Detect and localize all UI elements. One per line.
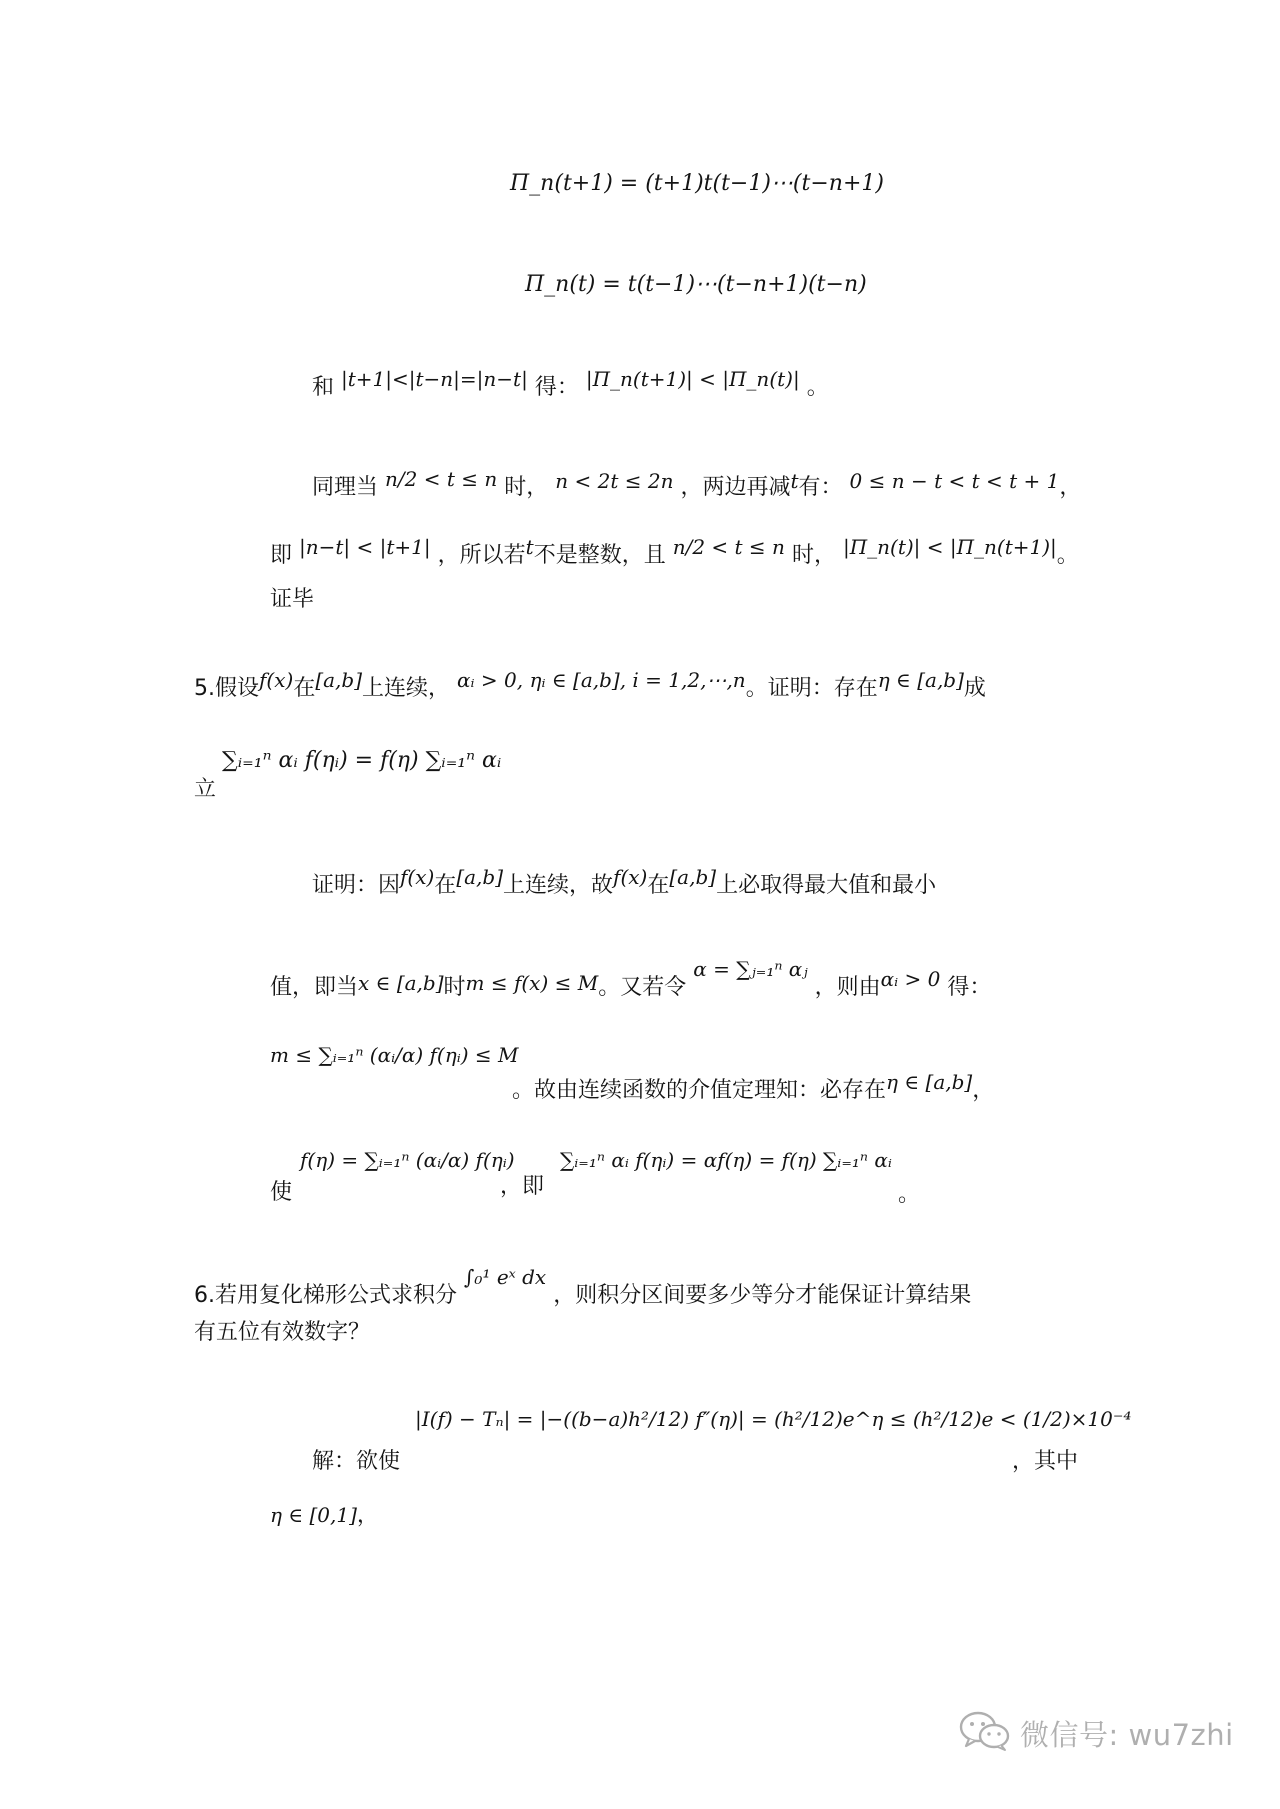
- text: 在: [434, 873, 457, 898]
- text: ，: [972, 1078, 995, 1103]
- qed-label: 证毕: [270, 587, 315, 612]
- inline-math: α = ∑ⱼ₌₁ⁿ αⱼ: [693, 957, 808, 981]
- text: ，则积分区间要多少等分才能保证计算结果: [553, 1283, 972, 1308]
- text: ，即: [500, 1174, 545, 1199]
- inline-math: x ∈ [a,b]: [358, 971, 444, 995]
- proof-line-4: [500, 1172, 544, 1202]
- inline-math: n/2 < t ≤ n: [672, 535, 785, 559]
- integral: ∫₀¹ eˣ dx: [464, 1265, 547, 1289]
- text: 得：: [534, 375, 579, 400]
- inline-math: f(x): [259, 668, 294, 692]
- text-line-therefore: [270, 535, 1079, 571]
- inline-math: m ≤ f(x) ≤ M: [465, 971, 599, 995]
- inline-math: t: [525, 535, 534, 559]
- problem-number: 5.: [194, 676, 215, 701]
- error-bound-inequality: |I(f) − Tₙ| = |−((b−a)h²/12) f″(η)| = (h²/12)e^η ≤ (h²/12)e < (1/2)×10⁻⁴: [415, 1407, 1132, 1431]
- text: 时，: [791, 543, 836, 568]
- problem-6-statement: [194, 1265, 972, 1311]
- text-line-and: [312, 367, 829, 403]
- text: 。: [898, 1182, 921, 1207]
- text: ，则由: [814, 975, 881, 1000]
- wechat-icon: [958, 1709, 1012, 1757]
- inline-math: f(x): [400, 865, 435, 889]
- inequality-bounds: m ≤ ∑ᵢ₌₁ⁿ (αᵢ/α) f(ηᵢ) ≤ M: [270, 1043, 519, 1067]
- inline-math: [a,b]: [456, 865, 504, 889]
- text: 有：: [798, 475, 843, 500]
- text-shi: 使: [270, 1180, 293, 1205]
- solution-label: 解：欲使: [312, 1449, 401, 1474]
- inline-math: η ∈ [0,1]: [270, 1503, 357, 1527]
- text: 。又若令: [598, 975, 687, 1000]
- inline-math: 0 ≤ n − t < t < t + 1: [849, 469, 1060, 493]
- text: 。: [1056, 543, 1079, 568]
- problem-5-statement: [194, 668, 986, 704]
- text: 时: [443, 975, 466, 1000]
- text: 上连续，故: [503, 873, 614, 898]
- text: 即: [270, 543, 293, 568]
- equation-f-eta: f(η) = ∑ᵢ₌₁ⁿ (αᵢ/α) f(ηᵢ): [300, 1148, 515, 1172]
- inline-math: f(x): [613, 865, 648, 889]
- text-li: 立: [194, 777, 217, 802]
- text: 同理当: [312, 475, 379, 500]
- equation-final-identity: ∑ᵢ₌₁ⁿ αᵢ f(ηᵢ) = αf(η) = f(η) ∑ᵢ₌₁ⁿ αᵢ: [560, 1148, 892, 1172]
- inline-math: |Π_n(t)| < |Π_n(t+1)|: [842, 535, 1057, 559]
- text: 不是整数，且: [533, 543, 666, 568]
- text-line-similarly: [312, 467, 1082, 503]
- text: 在: [293, 676, 316, 701]
- text: 。: [806, 375, 829, 400]
- text: ，所以若: [437, 543, 526, 568]
- problem-number: 6.: [194, 1283, 215, 1308]
- inline-math: η ∈ [a,b]: [877, 668, 964, 692]
- inline-math: αᵢ > 0, ηᵢ ∈ [a,b], i = 1,2,⋯,n: [457, 668, 746, 692]
- inline-math: |Π_n(t+1)| < |Π_n(t)|: [585, 367, 800, 391]
- text: 值，即当: [270, 975, 359, 1000]
- text: 上必取得最大值和最小: [716, 873, 937, 898]
- equation-pi-n-t-plus-1: Π_n(t+1) = (t+1)t(t−1)⋯(t−n+1): [510, 171, 884, 196]
- text: 假设: [215, 676, 260, 701]
- text: 上连续，: [362, 676, 451, 701]
- proof-line-1: [312, 865, 937, 901]
- text: 在: [647, 873, 670, 898]
- text: ，: [356, 1503, 379, 1528]
- text: 。证明：存在: [745, 676, 878, 701]
- equation-sum-identity: ∑ᵢ₌₁ⁿ αᵢ f(ηᵢ) = f(η) ∑ᵢ₌₁ⁿ αᵢ: [222, 748, 502, 773]
- inline-math: |n−t| < |t+1|: [299, 535, 431, 559]
- text: 证明：因: [312, 873, 401, 898]
- inline-math: [a,b]: [315, 668, 363, 692]
- proof-line-3: [512, 1070, 995, 1106]
- text: 得：: [947, 975, 992, 1000]
- problem-6-statement-cont: 有五位有效数字？: [194, 1320, 371, 1345]
- proof-line-2: [270, 957, 992, 1003]
- text: ，两边再减: [680, 475, 791, 500]
- watermark-text: 微信号: wu7zhi: [1020, 1717, 1234, 1752]
- inline-math: |t+1|<|t−n|=|n−t|: [341, 367, 528, 391]
- text: ，其中: [1012, 1449, 1079, 1474]
- text: 。故由连续函数的介值定理知：必存在: [512, 1078, 887, 1103]
- inline-math: αᵢ > 0: [880, 967, 941, 991]
- wechat-watermark: [958, 1711, 1234, 1755]
- text: 若用复化梯形公式求积分: [215, 1283, 458, 1308]
- inline-math: n < 2t ≤ 2n: [555, 469, 674, 493]
- text: ，: [1059, 475, 1082, 500]
- inline-math: η ∈ [a,b]: [886, 1070, 973, 1094]
- solution-line-2: [270, 1500, 379, 1531]
- text: 成: [963, 676, 986, 701]
- text: 时，: [504, 475, 549, 500]
- inline-math: t: [790, 469, 799, 493]
- equation-pi-n-t: Π_n(t) = t(t−1)⋯(t−n+1)(t−n): [525, 272, 867, 297]
- text: 和: [312, 375, 335, 400]
- inline-math: [a,b]: [669, 865, 717, 889]
- inline-math: n/2 < t ≤ n: [385, 467, 498, 491]
